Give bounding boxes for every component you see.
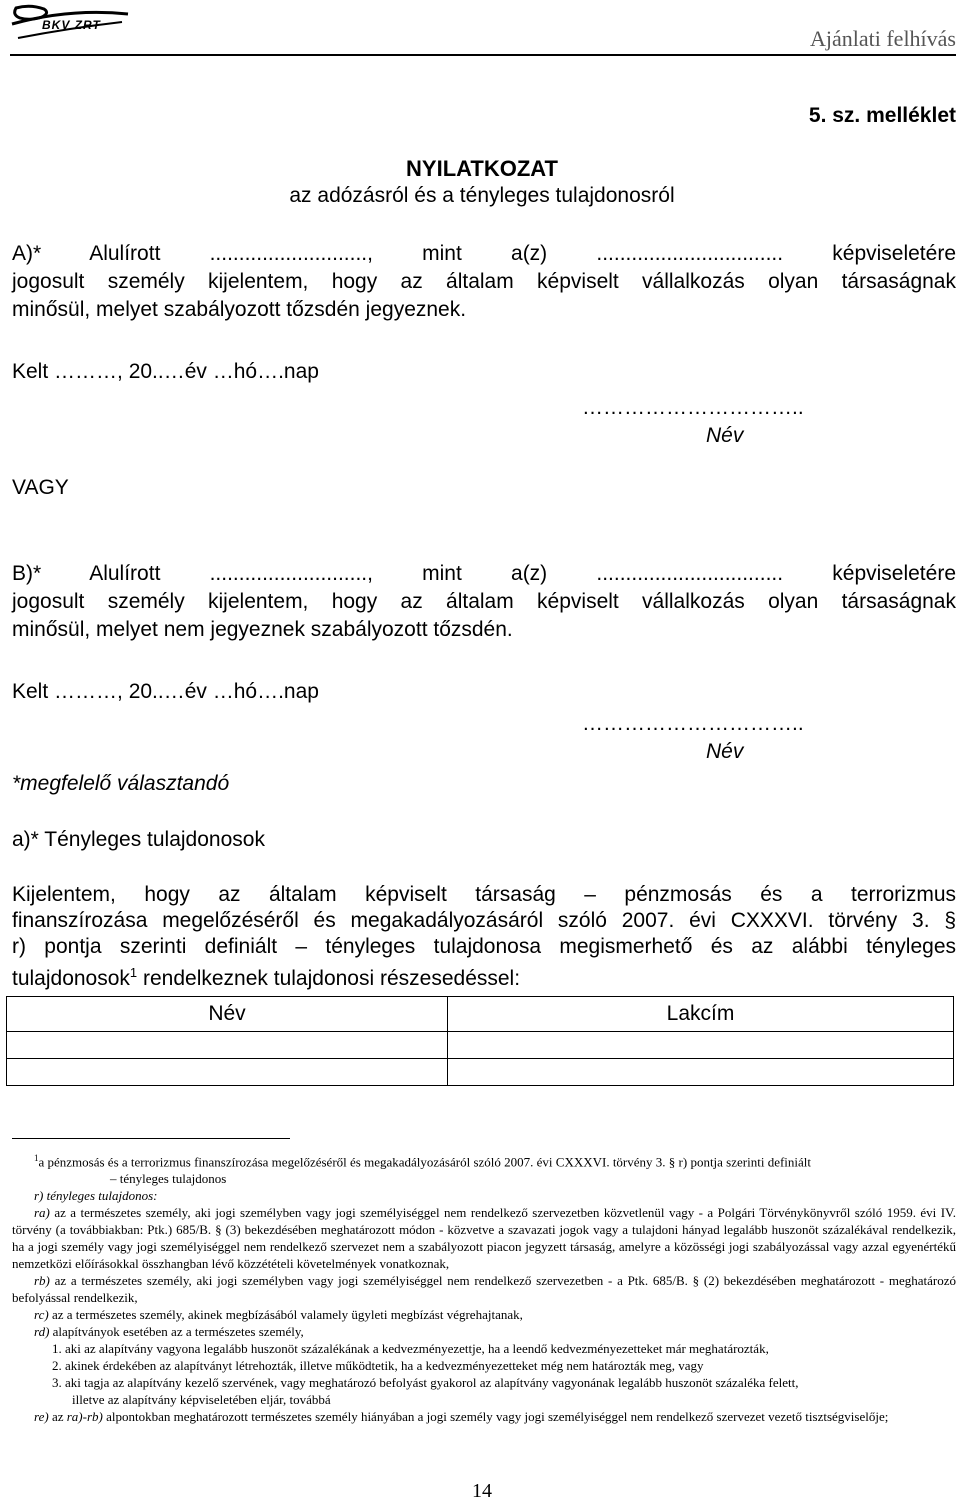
- table-cell-address[interactable]: [448, 1032, 954, 1059]
- footnote-ra-text: az a természetes személy, aki jogi személyben vagy jogi személyiséggel nem rendelkező szervezetben közvetlenül vagy - a Polgári Törvénykönyvről szóló 1959. évi IV. törvény (a továbbiakban: Ptk.) 685/B. § (3) bekezdésében meghatározott módon - közvetve a szavazati jogok vagy a tulajdoni hányad legalább huszonöt százalékával rendelkezik, ha a jogi személy vagy jogi személyiséggel nem rendelkező szervezet nem a szabályozott piacon jegyzett társaság, amelyre a közösségi jogi szabályozással vagy azzal egyenértékű nemzetközi előírásokkal összhangban lévő közzétételi követelmények vonatkoznak,: [12, 1205, 956, 1272]
- beneficial-owners-table: [6, 996, 954, 1086]
- table-header-row: [7, 997, 954, 1032]
- beneficial-line: Kijelentem, hogy az általam képviselt társaság – pénzmosás és a terrorizmus: [12, 883, 956, 906]
- footnote-line: [12, 1150, 956, 1170]
- option-a-signature-line: …………………………..: [582, 396, 804, 419]
- column-header-name: Név: [7, 997, 448, 1032]
- footnote-re-label: re): [34, 1409, 49, 1425]
- option-b-statement: [12, 560, 956, 644]
- footnote-line: – tényleges tulajdonos: [110, 1171, 227, 1187]
- option-b-line: minősül, melyet nem jegyeznek szabályozott tőzsdén.: [12, 618, 513, 641]
- footnote-ref: 1: [129, 965, 138, 980]
- option-b-line: B)* Alulírott ..........................., mint a(z) ................................ képviseletére: [12, 562, 956, 585]
- footnote-rc-label: rc): [34, 1307, 49, 1323]
- option-a-line: jogosult személy kijelentem, hogy az általam képviselt vállalkozás olyan társaságnak: [12, 270, 956, 293]
- beneficial-line: [12, 960, 956, 992]
- footnote-re-mid: az: [48, 1409, 67, 1425]
- logo-text: BKV ZRT: [42, 18, 101, 32]
- option-a-signature-label: Név: [706, 424, 744, 447]
- footnote-rb-text: az a természetes személy, aki jogi személyben vagy jogi személyiséggel nem rendelkező szervezetben - a Ptk. 685/B. § (2) bekezdésében meghatározott - meghatározó befolyással rendelkezik,: [12, 1273, 956, 1306]
- footnote-text: a pénzmosás és a terrorizmus finanszírozása megelőzéséről és megakadályozásáról szóló 2007. évi CXXXVI. törvény 3. § r) pontja szerinti definiált: [38, 1154, 812, 1170]
- footnote-rc-text: az a természetes személy, akinek megbízásából valamely ügyleti megbízást végrehajtanak,: [48, 1307, 523, 1323]
- footnote-number: 1: [34, 1153, 39, 1163]
- option-a-date: Kelt ………, 20..…év …hó….nap: [12, 360, 319, 383]
- footnote-list-item-cont: illetve az alapítvány képviseletében eljár, továbbá: [72, 1392, 331, 1408]
- table-cell-name[interactable]: [7, 1032, 448, 1059]
- column-header-address: Lakcím: [448, 997, 954, 1032]
- table-row: [7, 1059, 954, 1086]
- page-title: NYILATKOZAT: [406, 156, 558, 181]
- footnote-rd-label: rd): [34, 1324, 50, 1340]
- bkv-logo: [10, 4, 130, 42]
- footnote-list-item: 3. aki tagja az alapítvány kezelő szervének, vagy meghatározó befolyást gyakorol az alapítvány vagyonának legalább huszonöt százaléka felett,: [52, 1375, 799, 1391]
- beneficial-line-text: tulajdonosok: [12, 967, 130, 990]
- beneficial-owners-statement: [12, 882, 956, 992]
- choose-note: *megfelelő választandó: [12, 772, 230, 795]
- footnote-line: r) tényleges tulajdonos:: [34, 1188, 158, 1204]
- footnote-list-item: 1. aki az alapítvány vagyona legalább huszonöt százalékának a kedvezményezettje, ha a leendő kedvezményezetteket már meghatározták,: [52, 1341, 769, 1357]
- footnote-re-ref: ra)-rb): [66, 1409, 103, 1425]
- beneficial-line-text: rendelkeznek tulajdonosi részesedéssel:: [137, 967, 521, 990]
- table-cell-address[interactable]: [448, 1059, 954, 1086]
- page-number: 14: [472, 1480, 492, 1502]
- option-b-date: Kelt ………, 20..…év …hó….nap: [12, 680, 319, 703]
- footnote-ra: [12, 1204, 956, 1272]
- footnote-rd: [12, 1323, 956, 1340]
- annex-label: 5. sz. melléklet: [808, 104, 956, 127]
- or-separator: VAGY: [12, 476, 69, 499]
- option-b-signature-line: …………………………..: [582, 712, 804, 735]
- footnote-rc: [12, 1306, 956, 1323]
- page-subtitle: az adózásról és a tényleges tulajdonosról: [289, 184, 675, 207]
- footnote-separator: [12, 1138, 290, 1139]
- table-row: [7, 1032, 954, 1059]
- option-b-signature-label: Név: [706, 740, 744, 763]
- option-a-line: A)* Alulírott ..........................., mint a(z) ................................ képviseletére: [12, 242, 956, 265]
- footnote-list-item: 2. akinek érdekében az alapítványt létrehozták, illetve működtetik, ha a kedvezményezetteket még nem határozták meg, vagy: [52, 1358, 704, 1374]
- footnote-rd-text: alapítványok esetében az a természetes személy,: [49, 1324, 304, 1340]
- footnote-ra-label: ra): [34, 1205, 50, 1221]
- footnote-rb: [12, 1272, 956, 1306]
- header-rule: [10, 54, 956, 56]
- option-a-line: minősül, melyet szabályozott tőzsdén jegyeznek.: [12, 298, 467, 321]
- footnote-re-text: alpontokban meghatározott természetes személy hiányában a jogi személy vagy jogi személyiséggel nem rendelkező szervezet vezető tisztségviselője;: [102, 1409, 889, 1425]
- beneficial-line: r) pontja szerinti definiált – tényleges tulajdonosa megismerhető és az alábbi tényleges: [12, 935, 956, 958]
- table-cell-name[interactable]: [7, 1059, 448, 1086]
- beneficial-line: finanszírozása megelőzéséről és megakadályozásáról szóló 2007. évi CXXXVI. törvény 3. §: [12, 909, 956, 932]
- option-a-statement: [12, 240, 956, 324]
- beneficial-owners-heading: a)* Tényleges tulajdonosok: [12, 828, 265, 851]
- option-b-line: jogosult személy kijelentem, hogy az általam képviselt vállalkozás olyan társaságnak: [12, 590, 956, 613]
- footnote: [12, 1150, 956, 1425]
- footnote-rb-label: rb): [34, 1273, 50, 1289]
- footnote-re: [12, 1408, 956, 1425]
- document-type: Ajánlati felhívás: [809, 26, 956, 51]
